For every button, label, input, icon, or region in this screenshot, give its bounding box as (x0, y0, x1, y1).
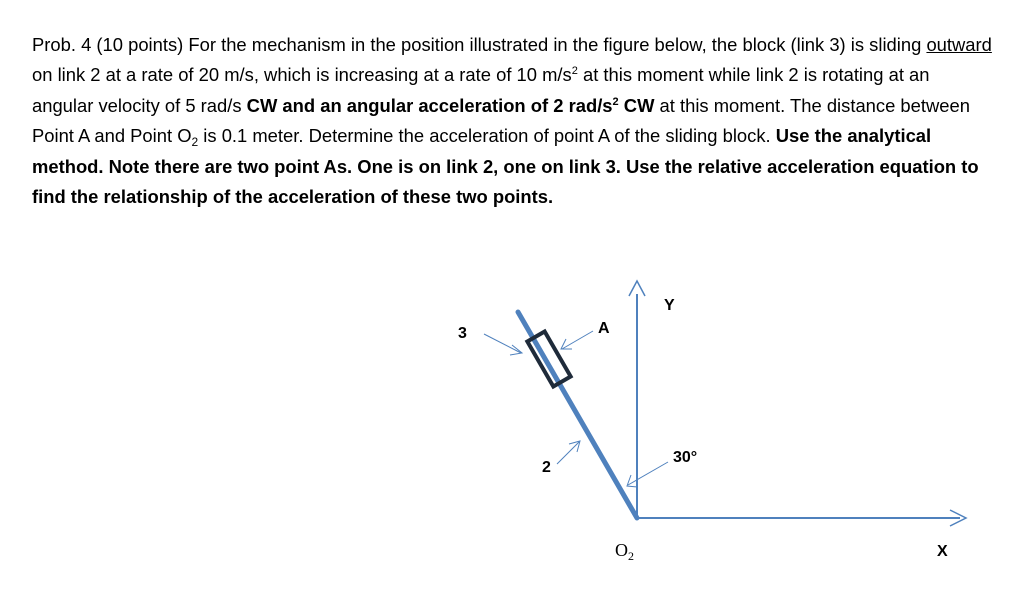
label-x-axis: X (937, 543, 948, 560)
problem-text-prefix: Prob. 4 (10 points) For the mechanism in the position illustrated in the figure below, the block (link 3) is sliding (32, 34, 927, 55)
problem-text-cw: CW (618, 94, 655, 116)
problem-text-determine: is 0.1 meter. Determine the acceleration of point A of the sliding block. (198, 125, 776, 147)
problem-subscript-o2: 2 (191, 135, 199, 150)
problem-text-instructions: Use the analytical method. Note there are two point As. One is on link 2, one on link 3. Use the relative acceleration equation to find the relationship of the acceleration of these two points. (32, 125, 979, 208)
problem-exponent-1: 2 (571, 65, 578, 78)
problem-text-distance: at this moment. The distance between Point A and Point O (32, 94, 970, 147)
problem-exponent-2: 2 (612, 95, 619, 108)
problem-text-outward: outward (926, 34, 992, 55)
label-link-2: 2 (542, 459, 551, 476)
leader-link-2 (557, 442, 579, 464)
problem-text-angular-velocity: at this moment while link 2 is rotating at an angular velocity of 5 rad/s (32, 64, 930, 116)
leader-point-a (562, 331, 593, 349)
label-link-3: 3 (458, 325, 467, 342)
problem-text-cw-and-acceleration: CW and an angular acceleration of 2 rad/s (246, 94, 613, 116)
sliding-block (527, 331, 570, 386)
y-axis-arrowhead (629, 281, 645, 296)
label-angle: 30° (673, 449, 698, 466)
problem-text-rate: on link 2 at a rate of 20 m/s, which is increasing at a rate of 10 m/s (32, 64, 572, 86)
leader-angle (628, 462, 668, 485)
leader-link-3 (484, 334, 521, 353)
label-origin-o2: $O_2$ (615, 540, 634, 563)
label-point-a: A (598, 320, 610, 337)
label-y-axis: Y (664, 297, 675, 314)
link-2 (518, 312, 637, 518)
